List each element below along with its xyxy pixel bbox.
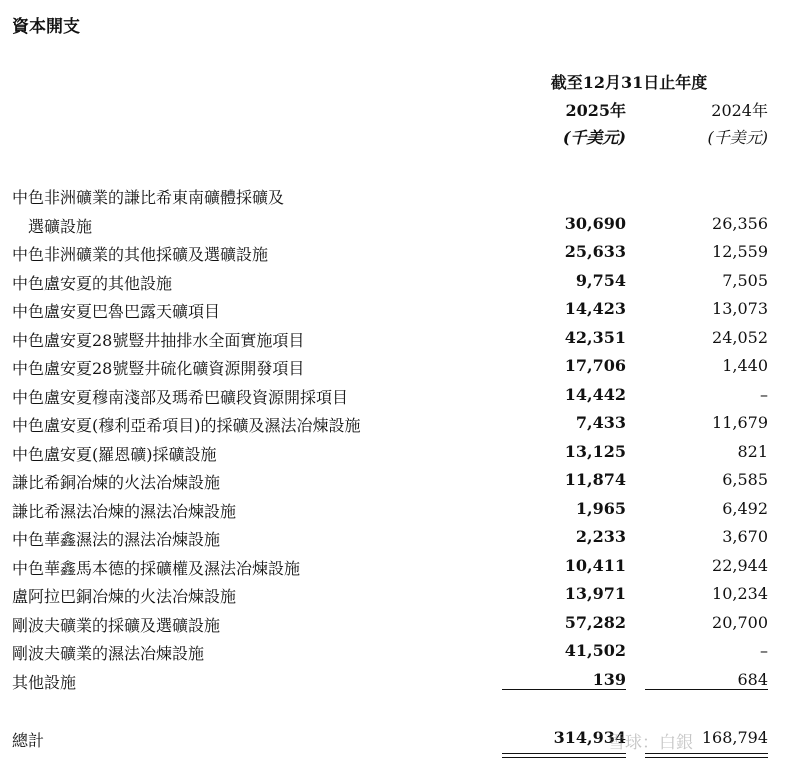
value-2024: 13,073 <box>712 299 768 318</box>
value-2024: 24,052 <box>712 327 768 347</box>
value-2025: 25,633 <box>564 242 626 261</box>
value-2025: 13,125 <box>564 441 626 461</box>
table-row <box>0 299 786 328</box>
table-row <box>0 470 786 499</box>
unit-2025-header: (千美元) <box>562 128 626 147</box>
total-double-rule-2025-bottom <box>502 757 626 758</box>
table-row <box>0 356 786 385</box>
value-2024: 10,234 <box>712 584 768 603</box>
value-2025: 13,971 <box>564 584 626 603</box>
row-label: 中色非洲礦業的其他採礦及選礦設施 <box>12 245 269 264</box>
value-2024: 6,585 <box>722 470 768 489</box>
table-row <box>0 499 786 528</box>
section-title: 資本開支 <box>12 17 80 37</box>
value-2025: 9,754 <box>575 270 626 290</box>
value-2025: 1,965 <box>575 498 626 518</box>
table-row <box>0 328 786 357</box>
row-label: 中色盧安夏巴魯巴露天礦項目 <box>12 302 221 321</box>
value-2024: 821 <box>737 441 768 461</box>
value-2025: 42,351 <box>564 327 626 347</box>
subtotal-rule-2025 <box>502 689 626 690</box>
table-row <box>0 584 786 613</box>
table-row <box>0 185 786 214</box>
period-header: 截至12月31日止年度 <box>550 73 708 92</box>
value-2025: 139 <box>592 669 626 689</box>
row-label: 中色盧安夏穆南淺部及瑪希巴礦段資源開採項目 <box>12 387 349 407</box>
total-2024: 168,794 <box>701 728 768 747</box>
row-label: 其他設施 <box>12 672 77 692</box>
value-2025: 2,233 <box>575 527 626 546</box>
table-row <box>0 670 786 699</box>
value-2024: 22,944 <box>712 555 768 575</box>
value-2024: 684 <box>737 669 768 689</box>
row-label: 中色盧安夏(穆利亞希項目)的採礦及濕法冶煉設施 <box>12 416 361 435</box>
table-row <box>0 214 786 243</box>
value-2024: – <box>760 384 768 404</box>
table-row <box>0 442 786 471</box>
row-label: 剛波夫礦業的濕法冶煉設施 <box>12 644 205 663</box>
unit-2024-header: (千美元) <box>707 128 768 147</box>
value-2024: 12,559 <box>712 242 768 261</box>
row-label: 中色盧安夏28號豎井抽排水全面實施項目 <box>12 330 305 350</box>
value-2024: 11,679 <box>712 413 768 432</box>
table-row <box>0 641 786 670</box>
value-2025: 57,282 <box>564 612 626 632</box>
value-2025: 41,502 <box>564 641 626 660</box>
value-2025: 30,690 <box>564 213 626 233</box>
value-2024: 3,670 <box>722 527 768 546</box>
value-2025: 10,411 <box>564 555 626 575</box>
table-row <box>0 242 786 271</box>
row-label: 謙比希濕法冶煉的濕法冶煉設施 <box>12 501 237 521</box>
row-label: 中色華鑫濕法的濕法冶煉設施 <box>12 530 221 549</box>
row-label: 剛波夫礦業的採礦及選礦設施 <box>12 615 221 635</box>
value-2024: – <box>760 641 768 660</box>
year-2024-header: 2024年 <box>711 101 768 120</box>
total-double-rule-2025-top <box>502 753 626 754</box>
table-row <box>0 613 786 642</box>
total-double-rule-2024-bottom <box>645 757 768 758</box>
table-row <box>0 271 786 300</box>
total-label: 總計 <box>12 731 45 750</box>
total-double-rule-2024-top <box>645 753 768 754</box>
value-2024: 1,440 <box>722 356 768 375</box>
value-2025: 17,706 <box>564 356 626 375</box>
value-2025: 14,423 <box>564 299 626 318</box>
value-2024: 26,356 <box>712 213 768 233</box>
table-row <box>0 413 786 442</box>
value-2025: 7,433 <box>575 413 626 432</box>
value-2024: 6,492 <box>722 498 768 518</box>
row-label: 中色盧安夏的其他設施 <box>12 273 173 293</box>
row-label: 中色非洲礦業的謙比希東南礦體採礦及 <box>12 188 285 207</box>
table-row <box>0 556 786 585</box>
value-2024: 20,700 <box>712 612 768 632</box>
row-label: 中色盧安夏(羅恩礦)採礦設施 <box>12 444 217 464</box>
row-label: 謙比希銅冶煉的火法冶煉設施 <box>12 473 221 492</box>
table-row <box>0 527 786 556</box>
value-2024: 7,505 <box>722 270 768 290</box>
row-label: 選礦設施 <box>28 216 93 236</box>
value-2025: 11,874 <box>564 470 626 489</box>
row-label: 中色盧安夏28號豎井硫化礦資源開發項目 <box>12 359 305 378</box>
value-2025: 14,442 <box>564 384 626 404</box>
row-label: 中色華鑫馬本德的採礦權及濕法冶煉設施 <box>12 558 301 578</box>
subtotal-rule-2024 <box>645 689 768 690</box>
table-row <box>0 385 786 414</box>
year-2025-header: 2025年 <box>565 101 626 120</box>
watermark: 雪球：白銀 <box>608 733 693 753</box>
row-label: 盧阿拉巴銅冶煉的火法冶煉設施 <box>12 587 237 606</box>
total-2025: 314,934 <box>553 728 626 747</box>
